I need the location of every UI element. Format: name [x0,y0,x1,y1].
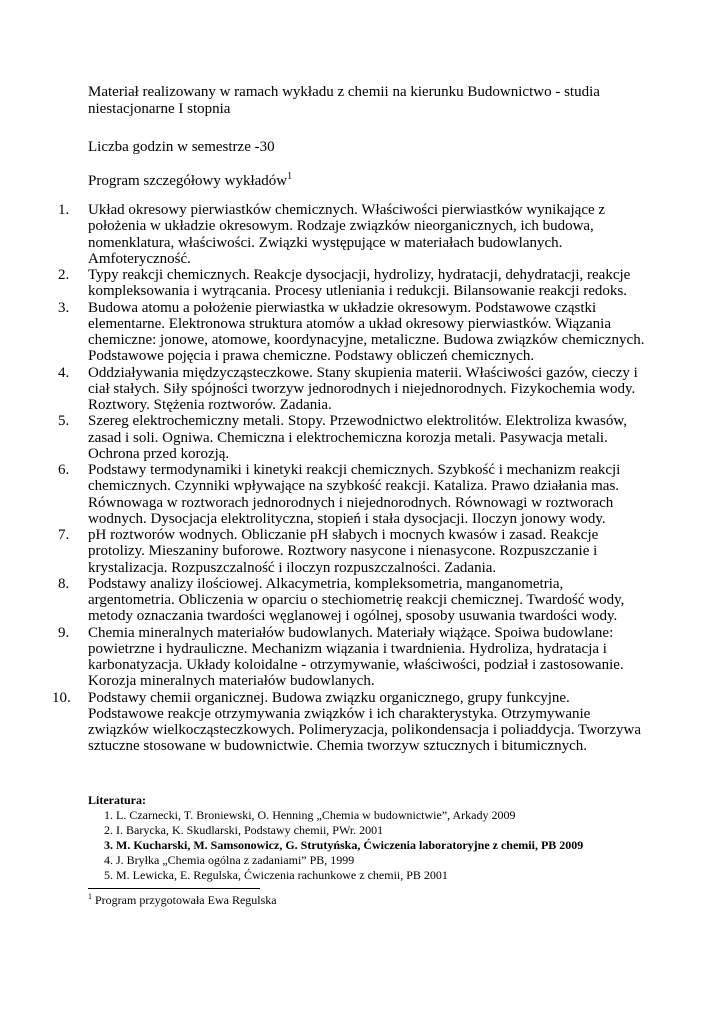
topic-text: pH roztworów wodnych. Obliczanie pH słabych i mocnych kwasów i zasad. Reakcje protolizy. Mieszaniny buforowe. Roztwory nasycone i nienasycone. Rozpuszczanie i krystalizacja. Rozpuszczalność i iloczyn rozpuszczalności. Zadania. [88,527,599,576]
topic-text: Oddziaływania międzycząsteczkowe. Stany skupienia materii. Właściwości gazów, cieczy i ciał stałych. Siły spójności tworzyw jednorodnych i niejednorodnych. Fizykochemia wody. Roztwory. Stężenia roztworów. Zadania. [88,364,638,413]
program-title [88,173,292,190]
topic-item [58,625,648,690]
topic-item [58,576,648,625]
literature-number: 4. [104,853,113,867]
topic-number: 3. [58,299,70,316]
topic-text: Podstawy termodynamiki i kinetyki reakcji chemicznych. Szybkość i mechanizm reakcji chemicznych. Czynniki wpływające na szybkość reakcji. Kataliza. Prawo działania mas. Równowaga w roztworach jednorodnych i niejednorodnych. Równowagi w roztworach wodnych. Dysocjacja elektrolityczna, stopień i stała dysocjacji. Iloczyn jonowy wody. [88,462,621,527]
literature-number: 3. [104,838,113,852]
topic-text: Budowa atomu a położenie pierwiastka w układzie okresowym. Podstawowe cząstki elementarne. Elektronowa struktura atomów a układ okresowy pierwiastków. Wiązania chemiczne: jonowe, atomowe, koordynacyjne, metaliczne. Budowa związków chemicznych. Podstawowe pojęcia i prawa chemiczne. Podstawy obliczeń chemicznych. [88,299,645,365]
semester-hours: Liczba godzin w semestrze -30 [88,139,275,155]
topic-item [52,689,648,755]
topic-item [58,202,648,267]
lecture-topics-list [52,202,648,755]
literature-item [88,868,688,883]
topic-item [58,527,648,576]
literature-number: 5. [104,868,113,882]
topic-item [58,462,648,527]
topic-number: 1. [58,202,70,218]
course-description: Materiał realizowany w ramach wykładu z chemii na kierunku Budownictwo - studia niestacjonarne I stopnia [88,84,600,117]
footnote-reference: 1 [287,171,293,182]
topic-number: 5. [58,413,70,430]
literature-text: I. Barycka, K. Skudlarski, Podstawy chemii, PWr. 2001 [116,823,384,837]
literature-item-highlighted [88,838,688,853]
topic-number: 9. [58,624,70,641]
topic-text: Podstawy chemii organicznej. Budowa związku organicznego, grupy funkcyjne. Podstawowe reakcje otrzymywania związków i ich charakterystyka. Otrzymywanie związków wielkocząsteczkowych. Polimeryzacja, polikondensacja i poliaddycja. Tworzywa sztuczne stosowane w budownictwie. Chemia tworzyw sztucznych i bitumicznych. [88,689,642,755]
literature-item [88,853,688,868]
footnote-separator [88,888,260,889]
literature-text: J. Bryłka „Chemia ogólna z zadaniami” PB, 1999 [116,853,355,867]
topic-text: Podstawy analizy ilościowej. Alkacymetria, kompleksometria, manganometria, argentometria. Obliczenia w oparciu o stechiometrię reakcji chemicznej. Twardość wody, metody oznaczania twardości węglanowej i ogólnej, sposoby usuwania twardości wody. [88,575,625,625]
footnote-text: Program przygotowała Ewa Regulska [92,893,277,907]
topic-number: 8. [58,575,70,592]
topic-number: 4. [58,364,70,381]
literature-number: 2. [104,823,113,837]
topic-item [58,267,648,300]
topic-number: 10. [52,689,71,706]
topic-text: Układ okresowy pierwiastków chemicznych. Właściwości pierwiastków wynikające z położenia w układzie okresowym. Rodzaje związków nieorganicznych, ich budowa, nomenklatura, właściwości. Związki występujące w materiałach budowlanych. Amfoteryczność. [88,202,606,267]
topic-item [58,413,648,462]
topic-item [58,365,648,414]
literature-heading: Literatura: [88,793,146,807]
topic-text: Typy reakcji chemicznych. Reakcje dysocjacji, hydrolizy, hydratacji, dehydratacji, reakcje kompleksowania i wytrącania. Procesy utleniania i redukcji. Bilansowanie reakcji redoks. [88,267,631,300]
program-title-text: Program szczegółowy wykładów [88,173,288,189]
topic-number: 7. [58,527,70,543]
literature-item [88,808,688,823]
topic-number: 2. [58,267,70,283]
topic-text: Szereg elektrochemiczny metali. Stopy. Przewodnictwo elektrolitów. Elektroliza kwasów, zasad i soli. Ogniwa. Chemiczna i elektrochemiczna korozja metali. Pasywacja metali. Ochrona przed korozją. [88,413,627,462]
literature-text: M. Lewicka, E. Regulska, Ćwiczenia rachunkowe z chemii, PB 2001 [116,868,448,882]
literature-text: L. Czarnecki, T. Broniewski, O. Henning „Chemia w budownictwie”, Arkady 2009 [116,808,516,822]
footnote [88,893,277,907]
footnote-marker: 1 [88,892,92,901]
topic-item [58,300,648,365]
literature-item [88,823,688,838]
literature-section [88,793,688,883]
topic-text: Chemia mineralnych materiałów budowlanych. Materiały wiążące. Spoiwa budowlane: powietrzne i hydrauliczne. Mechanizm wiązania i twardnienia. Hydroliza, hydratacja i karbonatyzacja. Układy koloidalne - otrzymywanie, właściwości, podział i zastosowanie. Korozja mineralnych materiałów budowlanych. [88,624,624,690]
literature-text: M. Kucharski, M. Samsonowicz, G. Strutyńska, Ćwiczenia laboratoryjne z chemii, PB 2009 [116,838,584,852]
literature-list [88,808,688,883]
topic-number: 6. [58,462,70,478]
literature-number: 1. [104,808,113,822]
